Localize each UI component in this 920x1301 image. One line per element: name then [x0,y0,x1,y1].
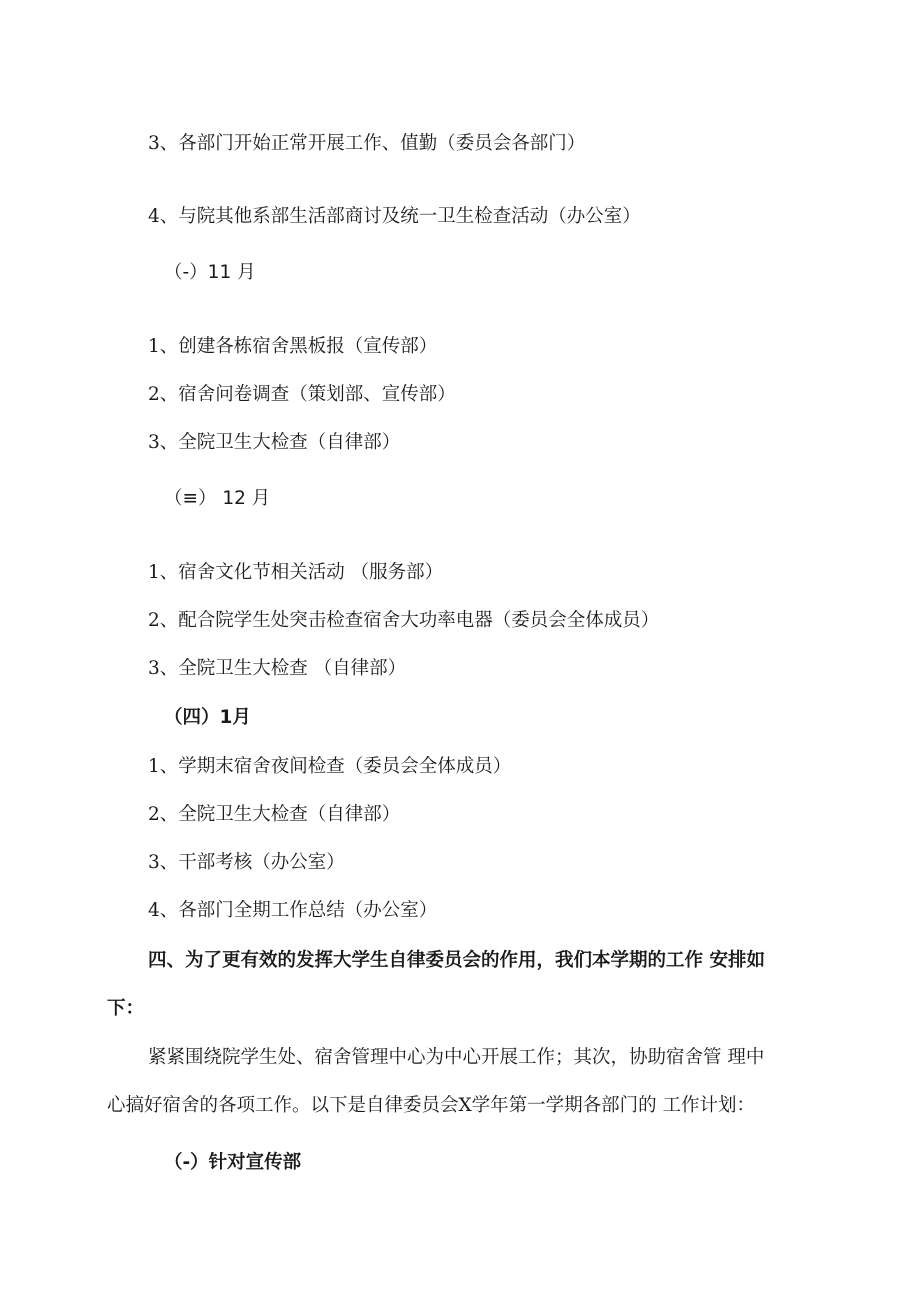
section-four-paragraph-continued: 心搞好宿舍的各项工作。以下是自律委员会X学年第一学期各部门的 工作计划： [107,1095,756,1116]
dec-item-1: 1、宿舍文化节相关活动 （服务部） [148,562,444,583]
dec-item-2: 2、配合院学生处突击检查宿舍大功率电器（委员会全体成员） [148,610,660,631]
december-heading: （≡） 12 月 [164,488,271,509]
oct-item-4: 4、与院其他系部生活部商讨及统一卫生检查活动（办公室） [148,206,641,227]
section-four-title: 四、为了更有效的发挥大学生自律委员会的作用，我们本学期的工作 安排如 [148,950,765,971]
nov-item-1: 1、创建各栋宿舍黑板报（宣传部） [148,336,438,357]
jan-item-1: 1、学期末宿舍夜间检查（委员会全体成员） [148,756,512,777]
november-heading: （-）11 月 [164,262,256,283]
jan-item-2: 2、全院卫生大检查（自律部） [148,804,401,825]
oct-item-3: 3、各部门开始正常开展工作、值勤（委员会各部门） [148,133,586,154]
section-four-paragraph: 紧紧围绕院学生处、宿舍管理中心为中心开展工作；其次，协助宿舍管 理中 [148,1047,765,1068]
january-heading: （四）1月 [164,707,251,728]
nov-item-3: 3、全院卫生大检查（自律部） [148,432,401,453]
publicity-dept-heading: （-）针对宣传部 [164,1152,302,1173]
dec-item-3: 3、全院卫生大检查 （自律部） [148,658,407,679]
jan-item-4: 4、各部门全期工作总结（办公室） [148,900,438,921]
jan-item-3: 3、干部考核（办公室） [148,852,345,873]
nov-item-2: 2、宿舍问卷调查（策划部、宣传部） [148,384,456,405]
section-four-title-continued: 下： [107,998,145,1019]
